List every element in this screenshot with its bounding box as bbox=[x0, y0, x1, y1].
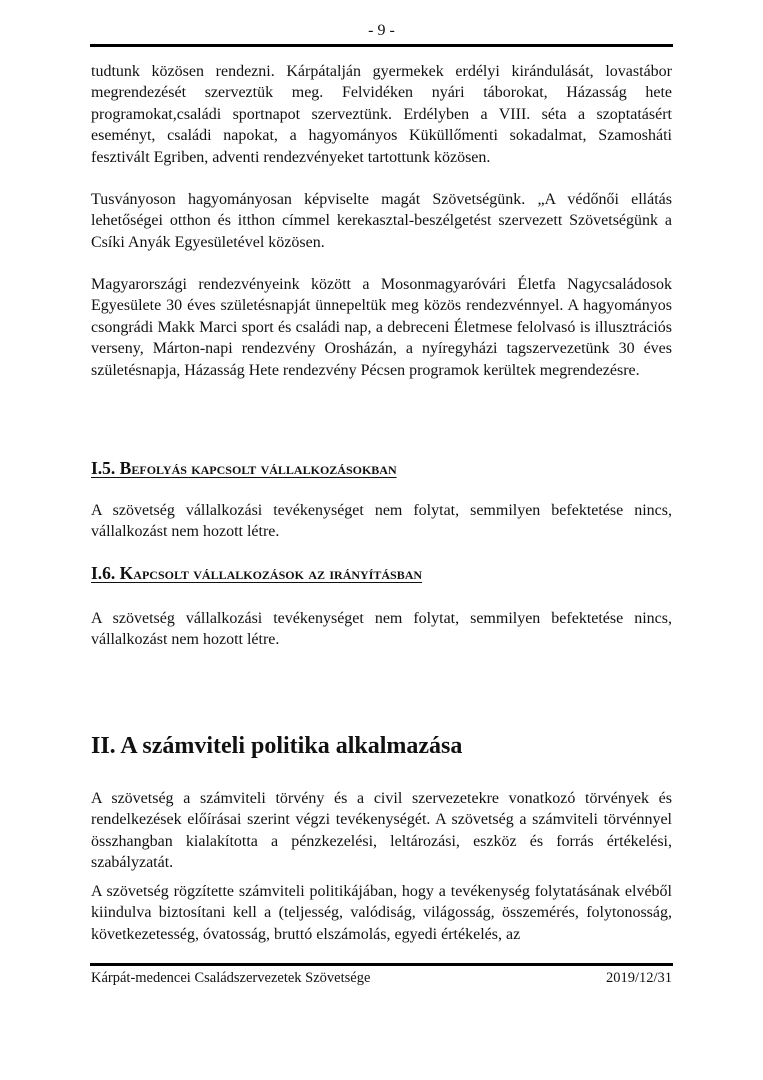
section-heading-i6: I.6. Kapcsolt vállalkozások az irányításban bbox=[91, 563, 423, 583]
header-rule bbox=[90, 44, 673, 47]
page-number: - 9 - bbox=[368, 22, 395, 39]
footer-rule bbox=[90, 963, 673, 966]
footer-organization: Kárpát-medencei Családszervezetek Szövetsége bbox=[91, 970, 371, 986]
paragraph-tusvanyos: Tusványoson hagyományosan képviselte magát Szövetségünk. „A védőnői ellátás lehetőségei otthon és itthon címmel kerekasztal-beszélgetést szervezett Szövetségünk a Csíki Anyák Egyesületével közösen. bbox=[91, 191, 672, 251]
section-heading-i5: I.5. Befolyás kapcsolt vállalkozásokban bbox=[91, 458, 397, 478]
paragraph-hungary-events: Magyarországi rendezvényeink között a Mosonmagyaróvári Életfa Nagycsaládosok Egyesülete 30 éves születésnapját ünnepeltük meg közös rendezvénnyel. A hagyományos csongrádi Makk Marci sport és családi nap, a debreceni Életmese felolvasó is illusztrációs verseny, Márton-napi rendezvény Orosházán, a nyíregyházi tagszervezetünk 30 éves születésnapja, Házasság Hete rendezvény Pécsen programok kerültek megrendezésre. bbox=[91, 276, 672, 379]
paragraph-events-abroad: tudtunk közösen rendezni. Kárpátalján gyermekek erdélyi kirándulását, lovastábor megrendezését szerveztük meg. Felvidéken nyári táborokat, Házasság hete programokat,családi sportnapot szerveztünk. Erdélyben a VIII. séta a szoptatásért eseményt, családi napokat, a hagyományos Küküllőmenti sokadalmat, Szamosháti fesztivált Egriben, adventi rendezvényeket tartottunk közösen. bbox=[91, 63, 672, 166]
page-footer bbox=[91, 969, 672, 987]
section-i5-text: A szövetség vállalkozási tevékenységet nem folytat, semmilyen befektetése nincs, vállalkozást nem hozott létre. bbox=[91, 502, 672, 541]
section-ii-paragraph-2: A szövetség rögzítette számviteli politikájában, hogy a tevékenység folytatásának elvéből kiindulva biztosítani kell a (teljesség, valódiság, világosság, összemérés, folytonosság, következetesség, óvatosság, bruttó elszámolás, egyedi értékelés, az bbox=[91, 883, 672, 943]
section-heading-ii: II. A számviteli politika alkalmazása bbox=[91, 733, 463, 759]
section-ii-paragraph-1: A szövetség a számviteli törvény és a civil szervezetekre vonatkozó törvények és rendelkezések előírásai szerint végzi tevékenységét. A szövetség a számviteli törvénnyel összhangban kialakította a pénzkezelési, leltározási, eszköz és forrás értékelési, szabályzatát. bbox=[91, 790, 672, 872]
footer-date: 2019/12/31 bbox=[605, 970, 672, 986]
section-i6-text: A szövetség vállalkozási tevékenységet nem folytat, semmilyen befektetése nincs, vállalkozást nem hozott létre. bbox=[91, 610, 672, 649]
